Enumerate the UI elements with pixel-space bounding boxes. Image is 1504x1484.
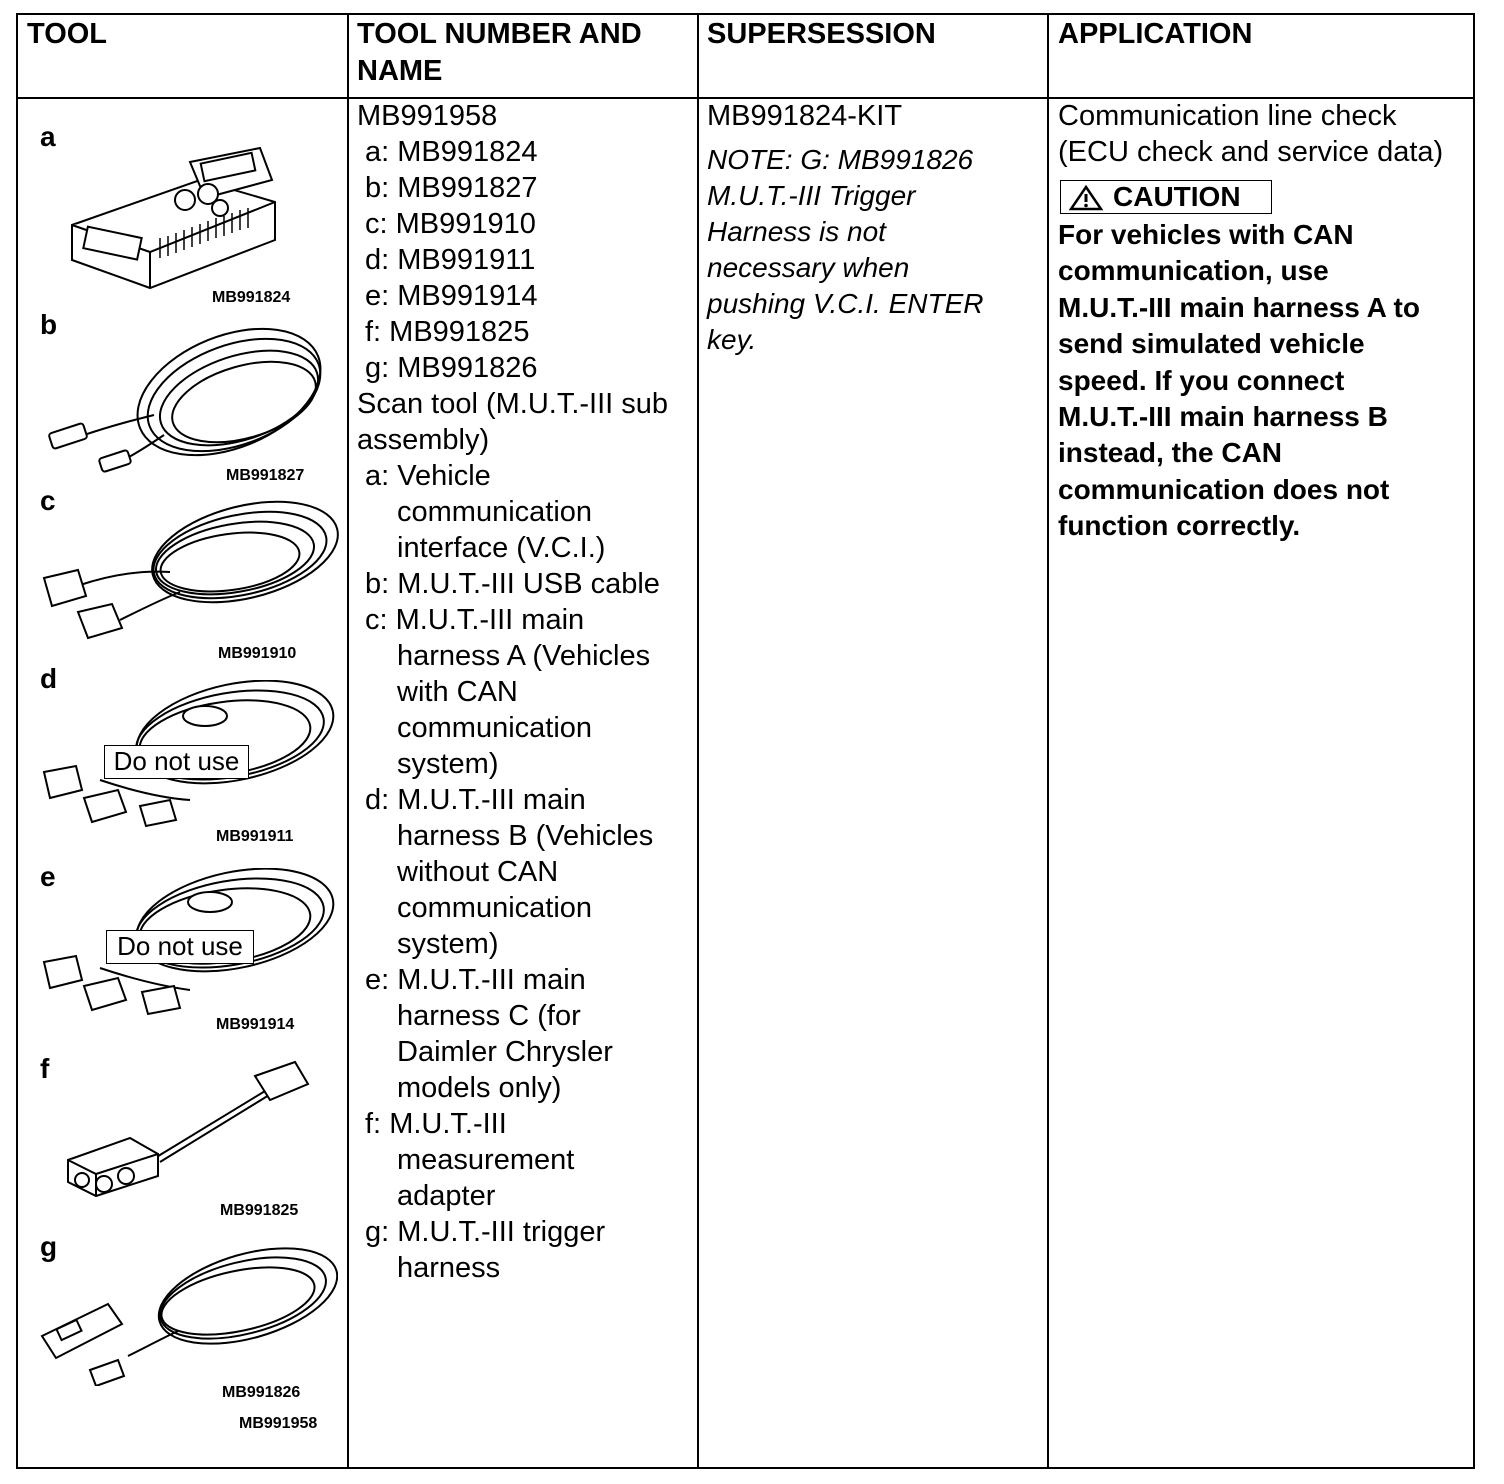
tool-item-g-line1: M.U.T.-III trigger: [397, 1216, 606, 1248]
tool-code-d: MB991911: [216, 828, 294, 845]
tool-item-e: [357, 962, 668, 998]
tool-item-d-line5: system): [397, 928, 499, 960]
header-tool-number-line1: TOOL NUMBER AND: [357, 18, 642, 50]
caution-line6: M.U.T.-III main harness B: [1058, 401, 1388, 433]
caution-box: [1060, 180, 1272, 214]
tool-item-f-prefix: f:: [365, 1108, 382, 1140]
tool-item-d-line4: communication: [397, 892, 593, 924]
tool-item-f: [357, 1106, 668, 1142]
tool-number-main: MB991958: [357, 100, 498, 132]
tool-item-a: [357, 458, 668, 494]
do-not-use-label-e: Do not use: [106, 930, 254, 964]
tool-item-g-line2: harness: [397, 1252, 501, 1284]
tool-item-a-line3: interface (V.C.I.): [397, 532, 606, 564]
tool-code-b: MB991827: [226, 467, 305, 484]
tool-letter-a: a: [40, 121, 56, 152]
application-line2: (ECU check and service data): [1058, 136, 1444, 168]
caution-line7: instead, the CAN: [1058, 437, 1283, 469]
supersession-note-line5: pushing V.C.I. ENTER: [707, 288, 984, 319]
tool-part-b: b: MB991827: [365, 172, 538, 204]
caution-label: CAUTION: [1113, 181, 1241, 212]
tool-item-d-line1: M.U.T.-III main: [397, 784, 586, 816]
caution-text: [1058, 217, 1420, 545]
tool-code-a: MB991824: [212, 289, 291, 306]
supersession-note: [707, 142, 983, 358]
tool-item-e-prefix: e:: [365, 964, 390, 996]
supersession-note-line4: necessary when: [707, 252, 910, 283]
tool-item-e-line1: M.U.T.-III main: [397, 964, 586, 996]
tool-item-c-line5: system): [397, 748, 499, 780]
tool-letter-g: g: [40, 1231, 58, 1262]
tool-item-f-line1: M.U.T.-III: [389, 1108, 507, 1140]
tool-code-g: MB991826: [222, 1384, 301, 1401]
tool-item-f-line2: measurement: [397, 1144, 575, 1176]
tool-part-c: c: MB991910: [365, 208, 536, 240]
measurement-adapter-drawing: [60, 1058, 320, 1198]
tool-part-f: f: MB991825: [365, 316, 530, 348]
tool-name-line2: assembly): [357, 424, 490, 456]
tool-item-d-line2: harness B (Vehicles: [397, 820, 654, 852]
tool-letter-f: f: [40, 1053, 50, 1084]
caution-line8: communication does not: [1058, 473, 1390, 505]
tool-part-g: g: MB991826: [365, 352, 538, 384]
application-line1: Communication line check: [1058, 100, 1397, 132]
tool-letter-b: b: [40, 309, 58, 340]
tool-name-line1: Scan tool (M.U.T.-III sub: [357, 388, 669, 420]
tool-item-d: [357, 782, 668, 818]
tool-item-a-line2: communication: [397, 496, 593, 528]
tool-item-c-line4: communication: [397, 712, 593, 744]
tool-item-a-line1: Vehicle: [397, 460, 491, 492]
tool-item-c: [357, 602, 668, 638]
caution-line3: M.U.T.-III main harness A to: [1058, 291, 1420, 323]
tool-item-b-prefix: b:: [365, 568, 390, 600]
supersession-code: MB991824-KIT: [707, 100, 903, 132]
tool-item-d-line3: without CAN: [397, 856, 559, 888]
tool-item-f-line3: adapter: [397, 1180, 496, 1212]
tool-letter-c: c: [40, 485, 56, 516]
tool-letter-e: e: [40, 861, 56, 892]
header-application: APPLICATION: [1058, 18, 1253, 50]
tool-item-c-line3: with CAN: [397, 676, 518, 708]
caution-line2: communication, use: [1058, 255, 1329, 287]
supersession-note-line1: NOTE: G: MB991826: [707, 144, 974, 175]
warning-triangle-icon: [1069, 185, 1103, 211]
tool-item-e-line3: Daimler Chrysler: [397, 1036, 613, 1068]
trigger-harness-drawing: [38, 1246, 338, 1386]
supersession-note-line2: M.U.T.-III Trigger: [707, 180, 916, 211]
usb-cable-drawing: [44, 320, 334, 480]
tool-part-e: e: MB991914: [365, 280, 538, 312]
caution-line9: function correctly.: [1058, 510, 1301, 542]
tool-item-d-prefix: d:: [365, 784, 390, 816]
tool-item-b: [357, 566, 668, 602]
main-harness-a-drawing: [40, 500, 340, 650]
tool-item-a-prefix: a:: [365, 460, 390, 492]
supersession-note-line3: Harness is not: [707, 216, 886, 247]
caution-line5: speed. If you connect: [1058, 364, 1345, 396]
tool-item-c-line1: M.U.T.-III main: [395, 604, 585, 636]
application-text: [1058, 98, 1443, 170]
header-supersession: SUPERSESSION: [707, 18, 936, 50]
caution-line4: send simulated vehicle: [1058, 328, 1365, 360]
figure-code: MB991958: [239, 1415, 318, 1432]
tool-item-c-prefix: c:: [365, 604, 388, 636]
tool-item-e-line4: models only): [397, 1072, 562, 1104]
header-tool: TOOL: [27, 18, 108, 50]
tool-item-c-line2: harness A (Vehicles: [397, 640, 651, 672]
tool-item-b-line1: M.U.T.-III USB cable: [397, 568, 660, 600]
tool-item-g: [357, 1214, 668, 1250]
tool-code-c: MB991910: [218, 645, 297, 662]
tool-number-column: [357, 98, 668, 1286]
tool-item-g-prefix: g:: [365, 1216, 390, 1248]
header-tool-number-line2: NAME: [357, 55, 443, 87]
tool-item-e-line2: harness C (for: [397, 1000, 581, 1032]
tool-code-e: MB991914: [216, 1016, 295, 1033]
header-tool-number: [357, 16, 642, 90]
tool-code-f: MB991825: [220, 1202, 299, 1219]
tool-part-a: a: MB991824: [365, 136, 538, 168]
vci-device-drawing: [60, 140, 290, 300]
do-not-use-label-d: Do not use: [104, 745, 249, 779]
caution-line1: For vehicles with CAN: [1058, 219, 1354, 250]
supersession-note-line6: key.: [707, 324, 757, 355]
tool-part-d: d: MB991911: [365, 244, 536, 276]
tool-letter-d: d: [40, 663, 58, 694]
